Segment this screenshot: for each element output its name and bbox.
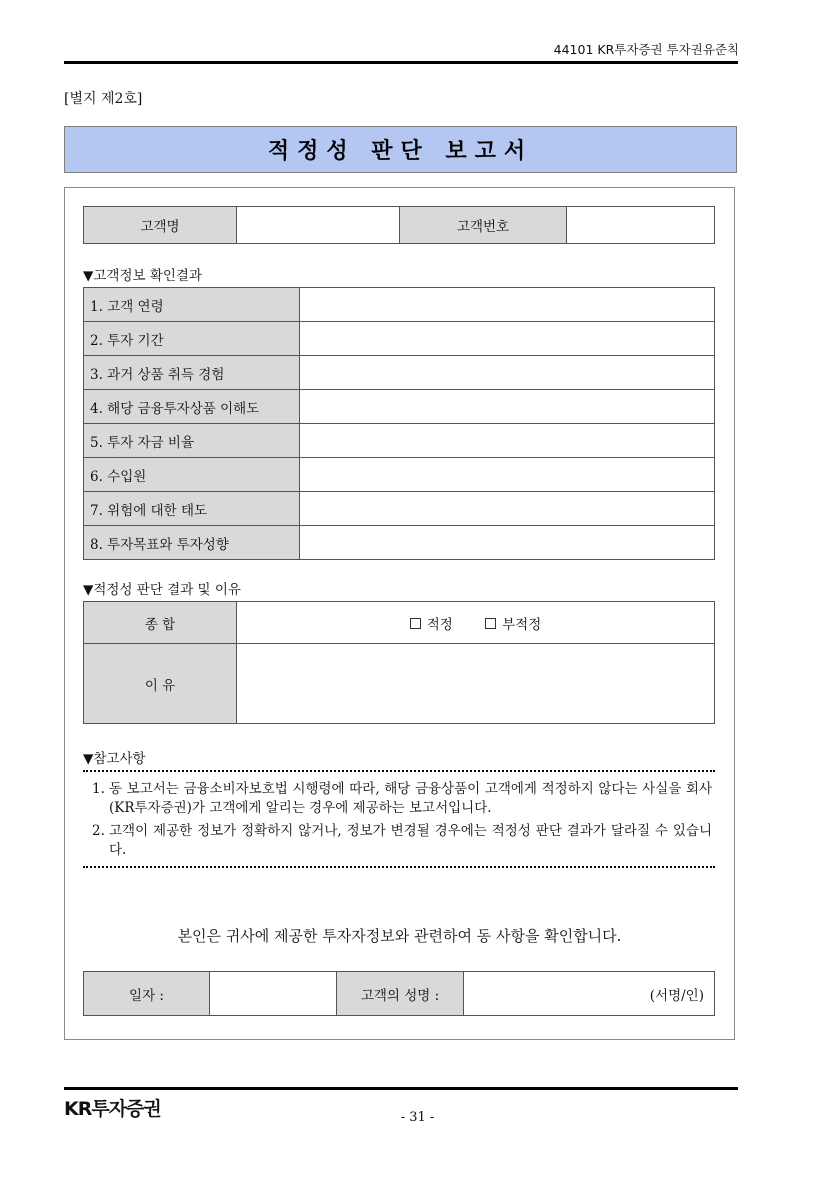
note-number: 1.: [92, 781, 105, 797]
signature-field[interactable]: [464, 972, 715, 1016]
customer-name-field[interactable]: [237, 207, 400, 244]
info-item-label: 5. 투자 자금 비율: [84, 424, 300, 458]
option-unsuitable[interactable]: [485, 613, 541, 633]
judgment-table: [83, 601, 715, 724]
table-row: [84, 972, 715, 1016]
info-item-field[interactable]: [300, 458, 715, 492]
info-section-heading: ▼고객정보 확인결과: [83, 268, 203, 284]
table-row: [84, 644, 715, 724]
checkbox-suitable[interactable]: [410, 618, 421, 629]
checkbox-unsuitable[interactable]: [485, 618, 496, 629]
note-text: 동 보고서는 금융소비자보호법 시행령에 따라, 해당 금융상품이 고객에게 적정하지 않다는 사실을 회사(KR투자증권)가 고객에게 알리는 경우에 제공하는 보고서입니다.: [109, 781, 712, 816]
company-logo: KR투자증권: [64, 1098, 161, 1120]
info-item-label: 7. 위험에 대한 태도: [84, 492, 300, 526]
info-item-field[interactable]: [300, 356, 715, 390]
customer-number-label: 고객번호: [400, 207, 567, 244]
info-item-field[interactable]: [300, 424, 715, 458]
confirmation-statement: 본인은 귀사에 제공한 투자자정보와 관련하여 동 사항을 확인합니다.: [177, 927, 622, 945]
option-suitable[interactable]: [410, 613, 453, 633]
footer-rule: [64, 1087, 738, 1090]
info-item-label: 2. 투자 기간: [84, 322, 300, 356]
notes-list: [92, 780, 712, 864]
table-row: [84, 492, 715, 526]
document-code: 44101 KR투자증권 투자권유준칙: [553, 42, 739, 57]
judgment-section-heading: ▼적정성 판단 결과 및 이유: [83, 582, 241, 598]
info-item-field[interactable]: [300, 526, 715, 560]
info-item-label: 8. 투자목표와 투자성향: [84, 526, 300, 560]
annex-label: [별지 제2호]: [64, 91, 143, 107]
reason-label: 이 유: [84, 644, 237, 724]
customer-info-table: [83, 287, 715, 560]
header-rule: [64, 61, 738, 64]
info-item-label: 6. 수입원: [84, 458, 300, 492]
table-row: [84, 424, 715, 458]
notes-section-heading: ▼참고사항: [83, 751, 146, 767]
info-item-field[interactable]: [300, 322, 715, 356]
table-row: [84, 322, 715, 356]
option-unsuitable-label: 부적정: [502, 616, 542, 633]
table-row: [84, 288, 715, 322]
info-item-field[interactable]: [300, 288, 715, 322]
customer-name-label: 고객명: [84, 207, 237, 244]
customer-table: [83, 206, 715, 244]
list-item: [92, 822, 712, 860]
info-item-label: 3. 과거 상품 취득 경험: [84, 356, 300, 390]
info-item-label: 4. 해당 금융투자상품 이해도: [84, 390, 300, 424]
info-item-field[interactable]: [300, 390, 715, 424]
table-row: [84, 458, 715, 492]
overall-options: [237, 602, 715, 644]
title-bar: [64, 126, 737, 173]
reason-field[interactable]: [237, 644, 715, 724]
page-number: - 31 -: [400, 1110, 435, 1125]
signature-table: [83, 971, 715, 1016]
notes-top-divider: [83, 770, 715, 772]
info-item-label: 1. 고객 연령: [84, 288, 300, 322]
note-text: 고객이 제공한 정보가 정확하지 않거나, 정보가 변경될 경우에는 적정성 판단 결과가 달라질 수 있습니다.: [109, 823, 712, 858]
info-item-field[interactable]: [300, 492, 715, 526]
option-suitable-label: 적정: [426, 616, 453, 633]
table-row: [84, 602, 715, 644]
notes-bottom-divider: [83, 866, 715, 868]
table-row: [84, 356, 715, 390]
list-item: [92, 780, 712, 818]
customer-signature-label: 고객의 성명 :: [337, 972, 464, 1016]
note-number: 2.: [92, 823, 105, 839]
date-label: 일자 :: [84, 972, 210, 1016]
table-row: [84, 526, 715, 560]
overall-label: 종 합: [84, 602, 237, 644]
date-field[interactable]: [210, 972, 337, 1016]
page-title: 적정성 판단 보고서: [267, 139, 534, 164]
customer-number-field[interactable]: [567, 207, 715, 244]
table-row: [84, 390, 715, 424]
signature-hint: (서명/인): [649, 987, 704, 1004]
